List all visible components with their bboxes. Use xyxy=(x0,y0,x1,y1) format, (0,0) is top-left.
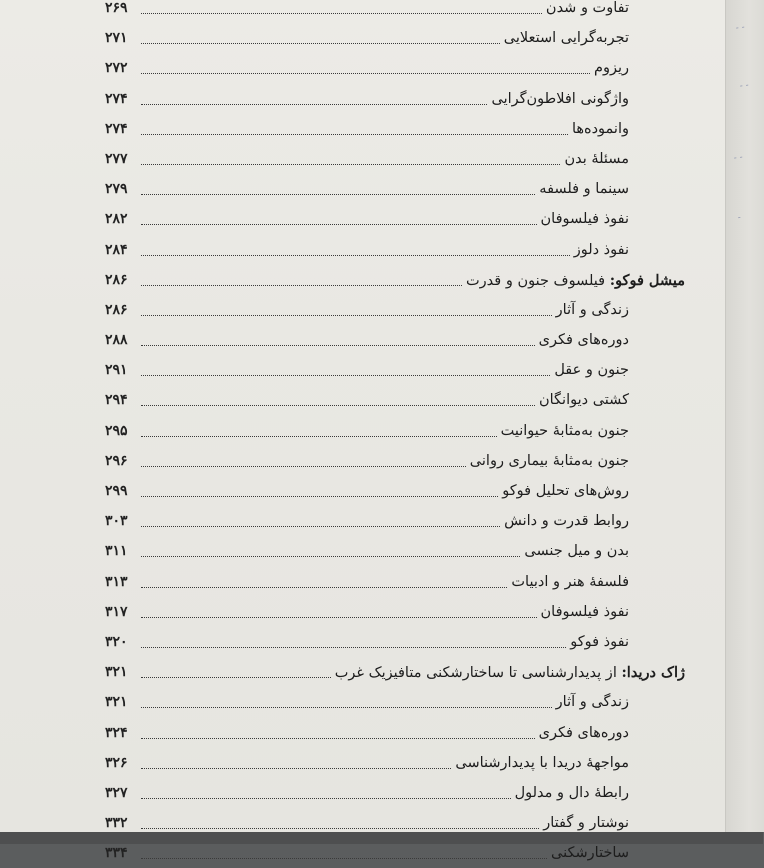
dot-leader xyxy=(141,375,550,376)
toc-entry-text: نفوذ فوکو xyxy=(570,633,629,650)
toc-entry-title xyxy=(515,785,629,801)
dot-leader xyxy=(141,707,552,708)
toc-page-number: ۲۸۶ xyxy=(105,301,128,318)
toc-page-number: ۲۸۸ xyxy=(105,332,128,349)
toc-entry-title xyxy=(556,302,629,318)
toc-page-number: ۲۷۱ xyxy=(105,30,128,47)
dot-leader xyxy=(141,164,560,165)
dot-leader xyxy=(141,73,590,74)
toc-entry-title xyxy=(455,755,629,771)
toc-section-row xyxy=(105,355,685,385)
toc-entry-title xyxy=(511,574,629,590)
toc-page-number: ۲۷۴ xyxy=(105,90,128,107)
toc-entry-text: دوره‌های فکری xyxy=(538,724,629,741)
toc-entry-title xyxy=(501,423,629,439)
toc-entry-text: نفوذ فیلسوفان xyxy=(540,211,629,228)
toc-page-number: ۲۸۶ xyxy=(105,271,128,288)
toc-entry-title xyxy=(539,181,629,197)
toc-page-number: ۳۱۱ xyxy=(105,543,128,560)
toc-section-row xyxy=(105,295,685,325)
bleed-through-marks: ۔۔ xyxy=(737,77,751,90)
dot-leader xyxy=(141,798,511,799)
chapter-philosopher-name: میشل فوکو: xyxy=(609,271,685,289)
toc-entry-text: نفوذ فیلسوفان xyxy=(540,603,629,620)
toc-entry-title xyxy=(556,694,629,710)
toc-entry-text: جنون به‌مثابهٔ حیوانیت xyxy=(500,422,629,439)
toc-entry-title xyxy=(470,453,629,469)
dot-leader xyxy=(141,436,497,437)
dot-leader xyxy=(141,677,331,678)
toc-page-number: ۲۷۴ xyxy=(105,120,128,137)
toc-entry-text: از پدیدارشناسی تا ساختارشکنی متافیزیک غرب xyxy=(334,665,617,682)
toc-page-number: ۳۳۴ xyxy=(105,845,128,862)
dot-leader xyxy=(141,315,552,316)
toc-section-row xyxy=(105,506,685,536)
toc-entry-title xyxy=(570,634,629,650)
dot-leader xyxy=(141,104,487,105)
toc-chapter-row xyxy=(105,265,685,295)
toc-entry-title xyxy=(543,815,629,831)
bleed-through-marks: ۔۔ xyxy=(733,19,747,32)
dot-leader xyxy=(141,194,535,195)
chapter-philosopher-name: ژاک دریدا: xyxy=(621,664,685,682)
toc-entry-text: کشتی دیوانگان xyxy=(538,392,629,409)
toc-entry-text: روابط قدرت و دانش xyxy=(504,513,629,530)
toc-entry-title xyxy=(541,211,629,227)
toc-entry-title xyxy=(546,0,629,16)
dot-leader xyxy=(141,405,535,406)
toc-section-row xyxy=(105,114,685,144)
toc-entry-text: مسئلهٔ بدن xyxy=(564,150,629,167)
toc-section-row xyxy=(105,718,685,748)
dot-leader xyxy=(141,13,542,14)
toc-entry-title xyxy=(524,543,629,559)
toc-page-number: ۲۸۴ xyxy=(105,241,128,258)
toc-page-number: ۲۷۷ xyxy=(105,150,128,167)
toc-entry-text: روش‌های تحلیل فوکو xyxy=(502,483,629,499)
toc-section-row xyxy=(105,748,685,778)
dot-leader xyxy=(141,255,570,256)
dot-leader xyxy=(141,617,537,618)
toc-entry-title xyxy=(539,332,629,348)
toc-section-row xyxy=(105,416,685,446)
toc-entry-text: بدن و میل جنسی xyxy=(524,543,629,560)
toc-entry-text: فیلسوف جنون و قدرت xyxy=(466,272,606,289)
bleed-through-marks: ۔ xyxy=(735,209,743,222)
dot-leader xyxy=(141,466,466,467)
toc-page-number: ۳۰۳ xyxy=(105,513,128,530)
toc-chapter-row xyxy=(105,657,685,687)
toc-page-number: ۲۹۶ xyxy=(105,452,128,469)
toc-entry-title xyxy=(502,483,629,499)
dot-leader xyxy=(141,285,462,286)
toc-entry-text: تفاوت و شدن xyxy=(545,0,629,16)
dot-leader xyxy=(141,496,498,497)
dot-leader xyxy=(141,345,535,346)
toc-page-number: ۳۲۷ xyxy=(105,784,128,801)
toc-section-row xyxy=(105,627,685,657)
toc-section-row xyxy=(105,204,685,234)
toc-entry-text: جنون به‌مثابهٔ بیماری روانی xyxy=(469,452,629,469)
toc-section-row xyxy=(105,53,685,83)
toc-page-number: ۳۲۰ xyxy=(105,633,128,650)
toc-entry-text: مواجههٔ دریدا با پدیدارشناسی xyxy=(455,754,629,771)
dot-leader xyxy=(141,224,537,225)
toc-entry-title xyxy=(504,513,629,529)
toc-page-number: ۲۷۲ xyxy=(105,60,128,77)
dot-leader xyxy=(141,738,535,739)
toc-section-row xyxy=(105,567,685,597)
dot-leader xyxy=(141,43,500,44)
toc-page-number: ۲۹۴ xyxy=(105,392,128,409)
toc-page-number: ۲۹۵ xyxy=(105,422,128,439)
toc-entry-text: سینما و فلسفه xyxy=(539,181,629,198)
toc-section-row xyxy=(105,84,685,114)
toc-section-row xyxy=(105,325,685,355)
toc-entry-text: وانموده‌ها xyxy=(571,120,629,137)
bleed-through-marks: ۔۔ xyxy=(731,149,745,162)
toc-section-row xyxy=(105,536,685,566)
toc-section-row xyxy=(105,597,685,627)
dot-leader xyxy=(141,526,500,527)
toc-entry-title xyxy=(491,91,629,107)
table-of-contents xyxy=(105,0,685,868)
toc-page-number: ۳۳۲ xyxy=(105,815,128,832)
toc-entry-text: ریزوم xyxy=(593,60,629,77)
toc-entry-title xyxy=(539,392,629,408)
toc-entry-text: دوره‌های فکری xyxy=(538,332,629,349)
toc-entry-title xyxy=(335,664,685,681)
toc-section-row xyxy=(105,476,685,506)
toc-entry-title xyxy=(594,60,629,76)
toc-section-row xyxy=(105,23,685,53)
toc-page-number: ۲۹۹ xyxy=(105,483,128,499)
toc-section-row xyxy=(105,235,685,265)
toc-page-number: ۳۲۶ xyxy=(105,754,128,771)
toc-entry-title xyxy=(551,845,629,861)
toc-entry-title xyxy=(539,725,629,741)
dot-leader xyxy=(141,828,539,829)
toc-page-number: ۳۱۷ xyxy=(105,603,128,620)
toc-section-row xyxy=(105,687,685,717)
toc-entry-title xyxy=(541,604,629,620)
toc-section-row xyxy=(105,446,685,476)
dot-leader xyxy=(141,134,568,135)
toc-section-row xyxy=(105,0,685,23)
toc-entry-title xyxy=(504,30,629,46)
toc-entry-text: نفوذ دلوز xyxy=(573,241,629,258)
toc-section-row xyxy=(105,144,685,174)
dot-leader xyxy=(141,768,451,769)
dot-leader xyxy=(141,858,547,859)
toc-entry-text: نوشتار و گفتار xyxy=(543,815,629,832)
toc-entry-title xyxy=(466,272,685,289)
toc-entry-text: تجربه‌گرایی استعلایی xyxy=(503,30,629,47)
toc-page-number: ۳۲۴ xyxy=(105,724,128,741)
dot-leader xyxy=(141,587,507,588)
toc-entry-title xyxy=(554,362,629,378)
toc-page-number: ۳۱۳ xyxy=(105,573,128,590)
dot-leader xyxy=(141,556,520,557)
desk-surface xyxy=(0,832,763,844)
toc-section-row xyxy=(105,385,685,415)
toc-entry-text: ساختارشکنی xyxy=(551,845,629,862)
toc-page-number: ۲۷۹ xyxy=(105,181,128,198)
dot-leader xyxy=(141,647,566,648)
toc-page-number: ۲۸۲ xyxy=(105,211,128,228)
toc-page-number: ۲۶۹ xyxy=(105,0,128,16)
facing-page-edge xyxy=(725,0,764,832)
toc-entry-text: واژگونی افلاطون‌گرایی xyxy=(491,90,629,107)
toc-entry-title xyxy=(574,242,629,258)
toc-entry-text: زندگی و آثار xyxy=(555,301,629,318)
toc-section-row xyxy=(105,174,685,204)
toc-page-number: ۲۹۱ xyxy=(105,362,128,379)
toc-entry-title xyxy=(564,151,629,167)
toc-page-number: ۳۲۱ xyxy=(105,694,128,711)
toc-entry-text: رابطهٔ دال و مدلول xyxy=(514,784,629,801)
toc-page-number: ۳۲۱ xyxy=(105,664,128,681)
toc-entry-text: فلسفهٔ هنر و ادبیات xyxy=(511,573,629,590)
toc-entry-text: زندگی و آثار xyxy=(555,694,629,711)
toc-entry-title xyxy=(572,121,629,137)
toc-entry-text: جنون و عقل xyxy=(554,362,629,379)
toc-section-row xyxy=(105,778,685,808)
